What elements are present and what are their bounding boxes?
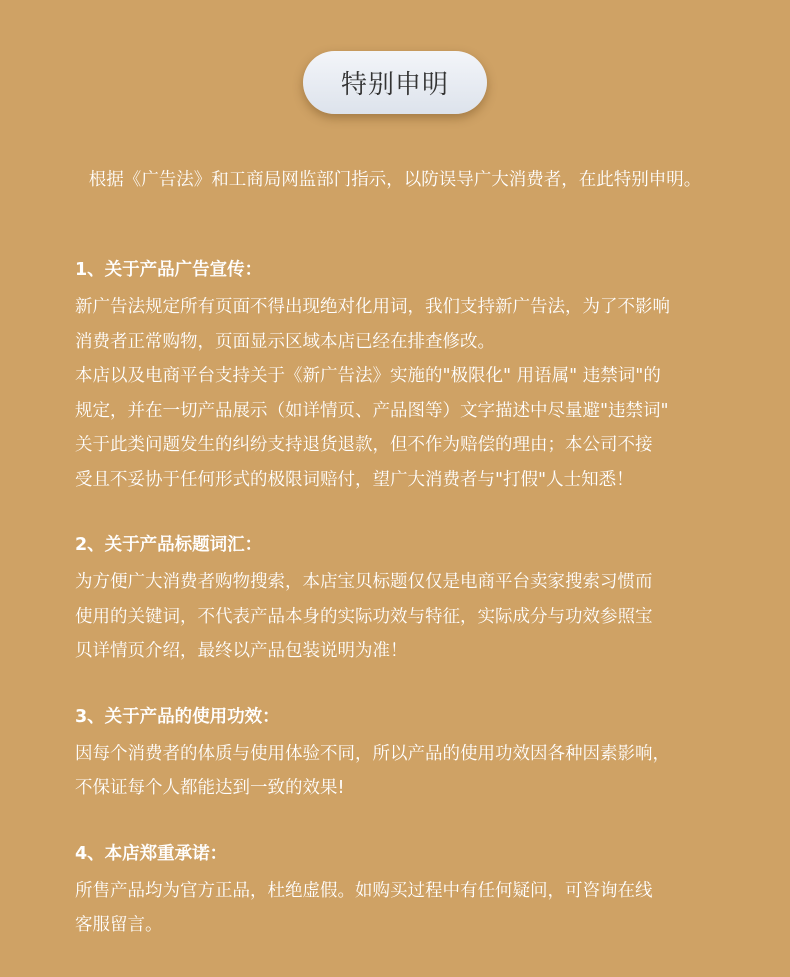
section-heading: 2、关于产品标题词汇： [75, 535, 263, 555]
title-badge [303, 51, 487, 114]
section-2 [75, 531, 735, 669]
section-line: 受且不妥协于任何形式的极限词赔付，望广大消费者与"打假"人士知悉！ [75, 469, 634, 490]
page-title: 特别申明 [340, 70, 449, 100]
section-line: 客服留言。 [75, 915, 163, 935]
section-heading: 1、关于产品广告宣传： [75, 260, 263, 280]
section-heading: 4、本店郑重承诺： [75, 843, 228, 864]
intro-text: 根据《广告法》和工商局网监部门指示，以防误导广大消费者，在此特别申明。 [88, 170, 702, 190]
section-line: 为方便广大消费者购物搜索，本店宝贝标题仅仅是电商平台卖家搜索习惯而 [75, 572, 653, 592]
section-line: 因每个消费者的体质与使用体验不同，所以产品的使用功效因各种因素影响， [75, 743, 670, 764]
section-line: 本店以及电商平台支持关于《新广告法》实施的"极限化" 用语属" 违禁词"的 [75, 366, 661, 386]
section-4 [75, 840, 735, 943]
section-line: 使用的关键词，不代表产品本身的实际功效与特征，实际成分与功效参照宝 [75, 606, 653, 627]
declaration-sections [75, 256, 735, 977]
section-line: 贝详情页介绍，最终以产品包装说明为准！ [75, 641, 408, 661]
section-heading: 3、关于产品的使用功效： [75, 706, 280, 727]
section-line: 所售产品均为官方正品，杜绝虚假。如购买过程中有任何疑问，可咨询在线 [75, 880, 653, 901]
section-line: 消费者正常购物，页面显示区域本店已经在排查修改。 [75, 331, 495, 352]
section-line: 不保证每个人都能达到一致的效果! [75, 778, 345, 798]
section-3 [75, 703, 735, 806]
section-line: 规定，并在一切产品展示（如详情页、产品图等）文字描述中尽量避"违禁词" [75, 400, 669, 421]
section-line: 新广告法规定所有页面不得出现绝对化用词，我们支持新广告法，为了不影响 [75, 297, 670, 317]
section-line: 关于此类问题发生的纠纷支持退货退款，但不作为赔偿的理由；本公司不接 [75, 435, 653, 455]
section-1 [75, 256, 735, 497]
